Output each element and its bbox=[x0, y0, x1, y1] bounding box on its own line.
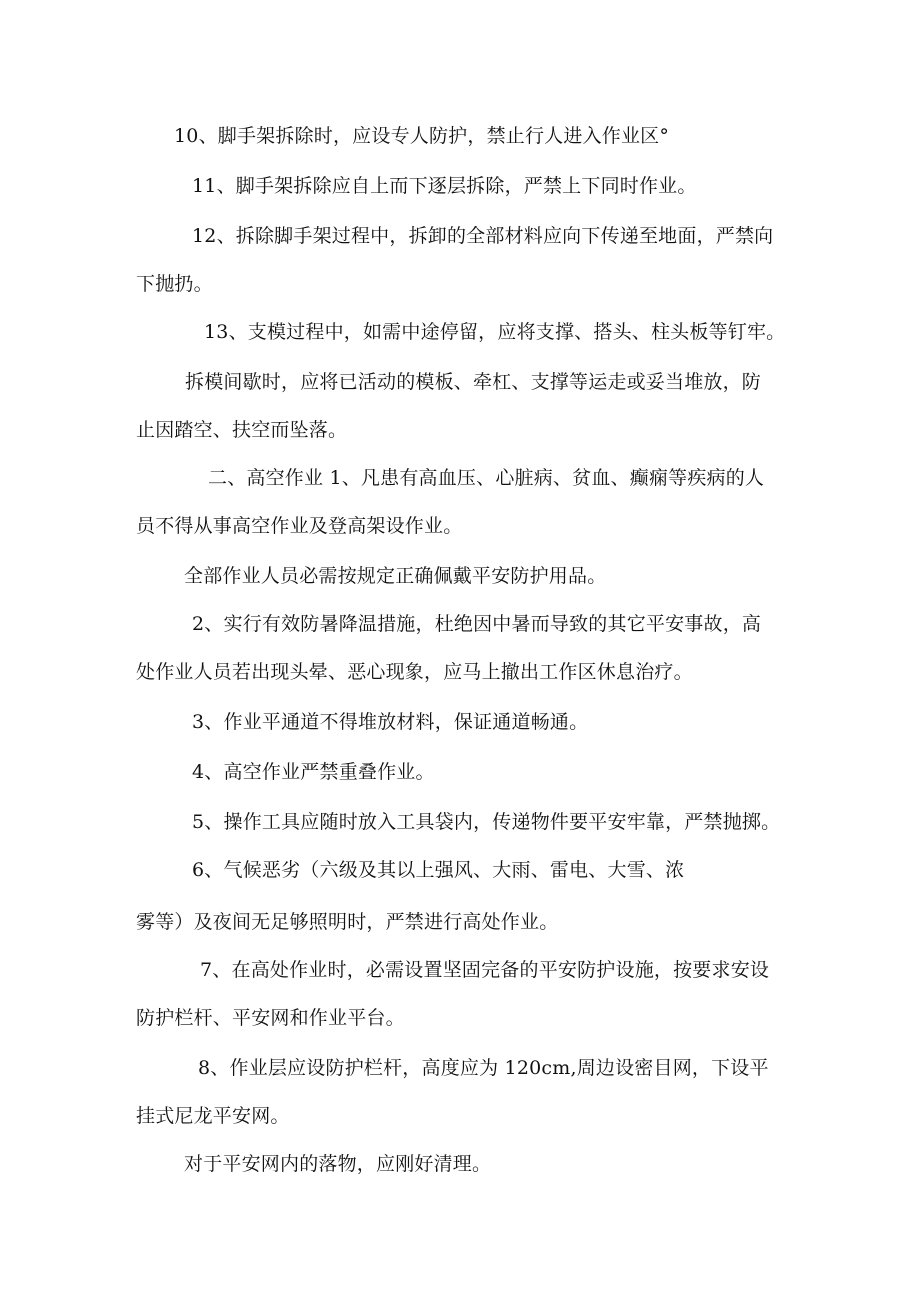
text-line: 止因踏空、扶空而坠落。 bbox=[136, 419, 348, 441]
text-line: 3、作业平通道不得堆放材料，保证通道畅通。 bbox=[192, 711, 589, 733]
text-line: 防护栏杆、平安网和作业平台。 bbox=[136, 1007, 405, 1029]
text-line: 挂式尼龙平安网。 bbox=[136, 1105, 290, 1127]
text-line: 11、脚手架拆除应自上而下逐层拆除，严禁上下同时作业。 bbox=[192, 175, 697, 197]
text-line: 10、脚手架拆除时，应设专人防护，禁止行人进入作业区° bbox=[174, 125, 670, 147]
text-line: 4、高空作业严禁重叠作业。 bbox=[192, 761, 435, 783]
text-line: 7、在高处作业时，必需设置坚固完备的平安防护设施，按要求安设 bbox=[200, 959, 770, 981]
text-line: 雾等）及夜间无足够照明时，严禁进行高处作业。 bbox=[136, 911, 559, 933]
text-line: 5、操作工具应随时放入工具袋内，传递物件要平安牢靠，严禁抛掷。 bbox=[192, 811, 781, 833]
text-line: 对于平安网内的落物，应刚好清理。 bbox=[184, 1153, 492, 1175]
text-line: 2、实行有效防暑降温措施，杜绝因中暑而导致的其它平安事故，高 bbox=[192, 613, 762, 635]
text-line: 6、气候恶劣（六级及其以上强风、大雨、雷电、大雪、浓 bbox=[192, 859, 685, 881]
text-line: 8、作业层应设防护栏杆，高度应为 120cm,周边设密目网，下设平 bbox=[198, 1057, 769, 1079]
text-line: 13、支模过程中，如需中途停留，应将支撑、搭头、柱头板等钉牢。 bbox=[204, 321, 786, 343]
text-line: 12、拆除脚手架过程中，拆卸的全部材料应向下传递至地面，严禁向 bbox=[192, 225, 774, 247]
text-line: 员不得从事高空作业及登高架设作业。 bbox=[136, 515, 463, 537]
text-line: 二、高空作业 1、凡患有高血压、心脏病、贫血、癫痫等疾病的人 bbox=[208, 467, 765, 489]
text-line: 下抛扔。 bbox=[136, 273, 213, 295]
text-line: 处作业人员若出现头晕、恶心现象，应马上撤出工作区休息治疗。 bbox=[136, 661, 693, 683]
text-line: 拆模间歇时，应将已活动的模板、牵杠、支撑等运走或妥当堆放，防 bbox=[185, 371, 762, 393]
text-line: 全部作业人员必需按规定正确佩戴平安防护用品。 bbox=[184, 565, 607, 587]
